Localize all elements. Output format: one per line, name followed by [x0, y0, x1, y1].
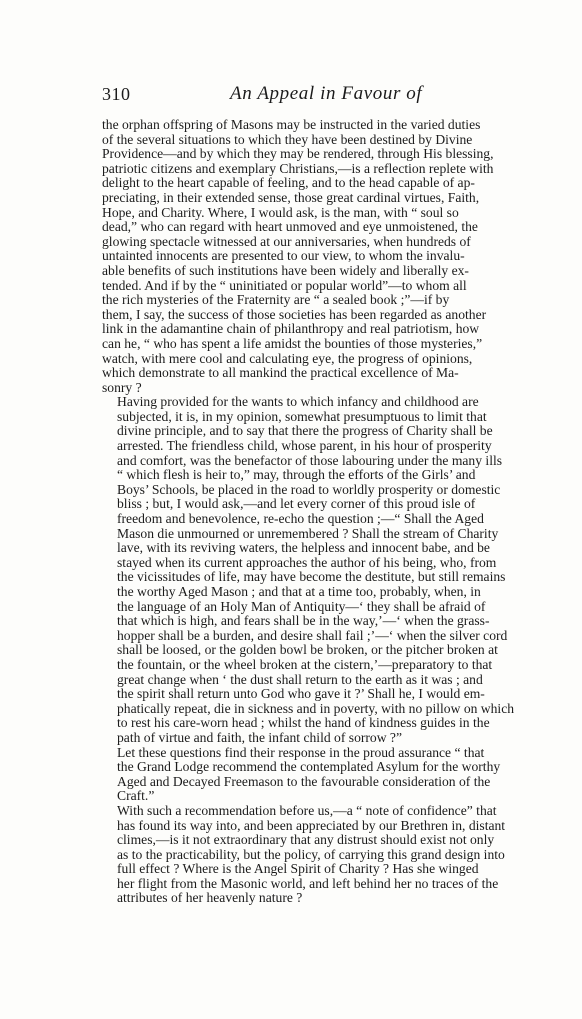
text-line: hopper shall be a burden, and desire shall fail ;’—‘ when the silver cord: [117, 627, 508, 643]
text-line: Aged and Decayed Freemason to the favourable consideration of the: [117, 773, 491, 789]
text-line: path of virtue and faith, the infant child of sorrow ?”: [117, 729, 402, 745]
text-line: great change when ‘ the dust shall return to the earth as it was ; and: [117, 671, 483, 687]
text-line: freedom and benevolence, re-echo the question ;—“ Shall the Aged: [117, 511, 484, 527]
text-line: delight to the heart capable of feeling, and to the head capable of ap-: [102, 175, 475, 191]
paragraph-3: [102, 746, 562, 804]
text-line: her flight from the Masonic world, and left behind her no traces of the: [117, 875, 499, 891]
text-line: sonry ?: [102, 379, 142, 395]
text-line: dead,” who can regard with heart unmoved and eye unmoistened, the: [102, 219, 478, 235]
text-line: can he, “ who has spent a life amidst the bounties of those mysteries,”: [102, 335, 483, 351]
text-line: the orphan offspring of Masons may be instructed in the varied duties: [102, 117, 481, 132]
text-line: the spirit shall return unto God who gave it ?’ Shall he, I would em-: [117, 686, 485, 702]
text-line: lave, with its reviving waters, the helpless and innocent babe, and be: [117, 540, 490, 556]
text-line: them, I say, the success of those societies has been regarded as another: [102, 306, 487, 322]
text-line: which demonstrate to all mankind the practical excellence of Ma-: [102, 365, 459, 381]
text-line: full effect ? Where is the Angel Spirit of Charity ? Has she winged: [117, 861, 479, 877]
text-line: Mason die unmourned or unremembered ? Shall the stream of Charity: [117, 525, 499, 541]
text-line: subjected, it is, in my opinion, somewhat presumptuous to limit that: [117, 408, 487, 424]
running-title: An Appeal in Favour of: [230, 83, 423, 104]
text-line: “ which flesh is heir to,” may, through the efforts of the Girls’ and: [117, 467, 476, 483]
running-head: [102, 84, 558, 108]
text-line: and comfort, was the benefactor of those labouring under the many ills: [117, 452, 503, 468]
text-line: able benefits of such institutions have been widely and liberally ex-: [102, 262, 469, 278]
page-number: 310: [102, 84, 131, 104]
text-line: Boys’ Schools, be placed in the road to worldly prosperity or domestic: [117, 481, 501, 497]
text-line: bliss ; but, I would ask,—and let every corner of this proud isle of: [117, 496, 476, 512]
text-line: Let these questions find their response in the proud assurance “ that: [117, 744, 485, 760]
text-line: Having provided for the wants to which infancy and childhood are: [117, 394, 479, 410]
text-line: the Grand Lodge recommend the contemplated Asylum for the worthy: [117, 759, 501, 775]
paragraph-4: [102, 804, 562, 906]
text-line: the worthy Aged Mason ; and that at a time too, probably, when, in: [117, 584, 481, 599]
text-line: preciating, in their extended sense, those great cardinal virtues, Faith,: [102, 189, 480, 205]
text-line: of the several situations to which they have been destined by Divine: [102, 131, 473, 147]
text-line: that which is high, and fears shall be in the way,’—‘ when the grass-: [117, 613, 490, 629]
text-line: as to the practicability, but the policy, of carrying this grand design into: [117, 846, 505, 862]
text-line: With such a recommendation before us,—a “ note of confidence” that: [117, 802, 497, 818]
text-line: climes,—is it not extraordinary that any distrust should exist not only: [117, 832, 495, 848]
text-line: has found its way into, and been appreciated by our Brethren in, distant: [117, 817, 506, 833]
text-line: link in the adamantine chain of philanthropy and real patriotism, how: [102, 321, 480, 337]
text-line: arrested. The friendless child, whose parent, in his hour of prosperity: [117, 438, 492, 454]
text-line: Hope, and Charity. Where, I would ask, is the man, with “ soul so: [102, 204, 459, 220]
text-line: Craft.”: [117, 788, 155, 804]
text-line: stayed when its current approaches the author of his being, who, from: [117, 554, 497, 570]
text-line: untainted innocents are presented to our view, to whom the invalu-: [102, 248, 465, 264]
text-line: the vicissitudes of life, may have become the destitute, but still remains: [117, 569, 506, 585]
text-line: to rest his care-worn head ; whilst the hand of kindness guides in the: [117, 715, 490, 731]
text-line: Providence—and by which they may be rendered, through His blessing,: [102, 146, 494, 162]
text-line: shall be loosed, or the golden bowl be broken, or the pitcher broken at: [117, 642, 498, 658]
text-line: patriotic citizens and exemplary Christians,—is a reflection replete with: [102, 160, 494, 176]
text-line: divine principle, and to say that there the progress of Charity shall be: [117, 423, 493, 439]
text-line: phatically repeat, die in sickness and in poverty, with no pillow on which: [117, 700, 515, 716]
paragraph-2: [102, 395, 562, 745]
text-line: the rich mysteries of the Fraternity are “ a sealed book ;”—if by: [102, 292, 450, 308]
body-text: [102, 118, 562, 906]
text-line: glowing spectacle witnessed at our anniversaries, when hundreds of: [102, 233, 471, 249]
paragraph-1: [102, 118, 562, 395]
text-line: the language of an Holy Man of Antiquity—‘ they shall be afraid of: [117, 598, 486, 614]
text-line: tended. And if by the “ uninitiated or popular world”—to whom all: [102, 277, 467, 293]
text-line: watch, with mere cool and calculating eye, the progress of opinions,: [102, 350, 473, 366]
text-line: the fountain, or the wheel broken at the cistern,’—preparatory to that: [117, 656, 493, 672]
text-line: attributes of her heavenly nature ?: [117, 890, 303, 906]
